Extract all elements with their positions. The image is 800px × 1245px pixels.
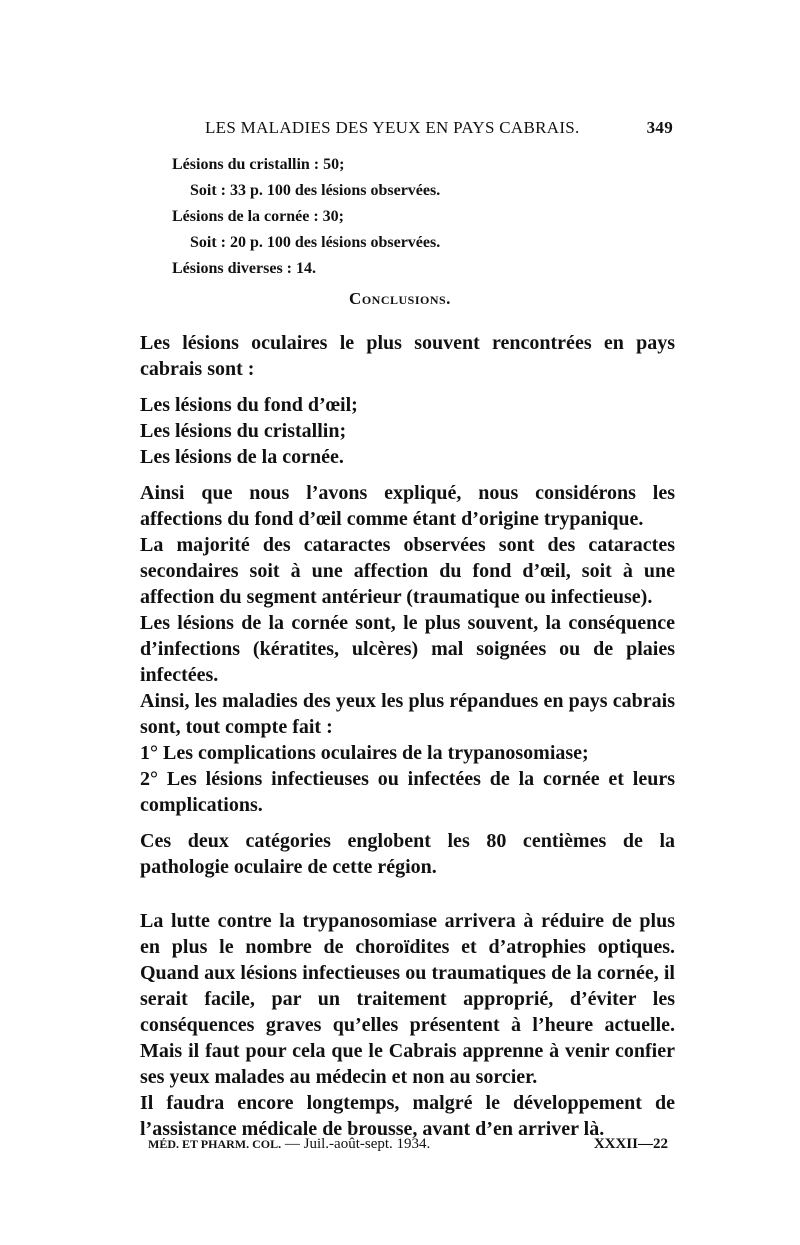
section-heading: Conclusions. xyxy=(349,289,451,308)
list-item: Les lésions de la cornée. xyxy=(140,446,344,468)
journal-date: — Juil.-août-sept. 1934. xyxy=(284,1136,431,1152)
list-item: Les lésions du fond d’œil; xyxy=(140,394,358,416)
paragraph: La majorité des cataractes observées sont des cataractes secondaires soit à une affection du fond d’œil, soit à une affection du segment antérieur (traumatique ou infectieuse). xyxy=(140,534,675,608)
paragraph: Ces deux catégories englobent les 80 centièmes de la pathologie oculaire de cette région. xyxy=(140,830,675,878)
paragraph: La lutte contre la trypanosomiase arrivera à réduire de plus en plus le nombre de choroïdites et d’atrophies optiques. Quand aux lésions infectieuses ou traumatiques de la cornée, il serait facile, par un traitement approprié, d’éviter les conséquences graves qu’elles présentent à l’heure actuelle. Mais il faut pour cela que le Cabrais apprenne à venir confier ses yeux malades au médecin et non au sorcier. xyxy=(140,910,675,1088)
paragraph: Les lésions oculaires le plus souvent rencontrées en pays cabrais sont : xyxy=(140,332,675,380)
paragraph: Ainsi, les maladies des yeux les plus répandues en pays cabrais sont, tout compte fait : xyxy=(140,690,675,738)
running-header xyxy=(205,118,673,142)
list-item: Les lésions du cristallin; xyxy=(140,420,347,442)
stat-line-cristallin-percent: Soit : 33 p. 100 des lésions observées. xyxy=(190,182,441,199)
journal-name: MÉD. ET PHARM. COL. xyxy=(148,1137,282,1151)
page-footer xyxy=(148,1136,668,1160)
paragraph: Il faudra encore longtemps, malgré le développement de l’assistance médicale de brousse, avant d’en arriver là. xyxy=(140,1092,675,1140)
running-title: LES MALADIES DES YEUX EN PAYS CABRAIS. xyxy=(205,118,580,137)
stat-line-cornee: Lésions de la cornée : 30; xyxy=(172,208,344,225)
stat-line-diverses: Lésions diverses : 14. xyxy=(172,260,316,277)
list-item: 1° Les complications oculaires de la trypanosomiase; xyxy=(140,742,589,764)
body-text xyxy=(140,330,675,1142)
footer-citation xyxy=(148,1136,430,1153)
lesion-statistics xyxy=(172,152,440,282)
page-number: 349 xyxy=(646,118,673,137)
paragraph: Les lésions de la cornée sont, le plus souvent, la conséquence d’infections (kératites, ulcères) mal soignées ou de plaies infectées. xyxy=(140,612,675,686)
list-item: 2° Les lésions infectieuses ou infectées de la cornée et leurs complications. xyxy=(140,768,675,816)
paragraph: Ainsi que nous l’avons expliqué, nous considérons les affections du fond d’œil comme étant d’origine trypanique. xyxy=(140,482,675,530)
stat-line-cornee-percent: Soit : 20 p. 100 des lésions observées. xyxy=(190,234,441,251)
stat-line-cristallin: Lésions du cristallin : 50; xyxy=(172,156,345,173)
printer-signature: XXXII—22 xyxy=(593,1136,668,1152)
